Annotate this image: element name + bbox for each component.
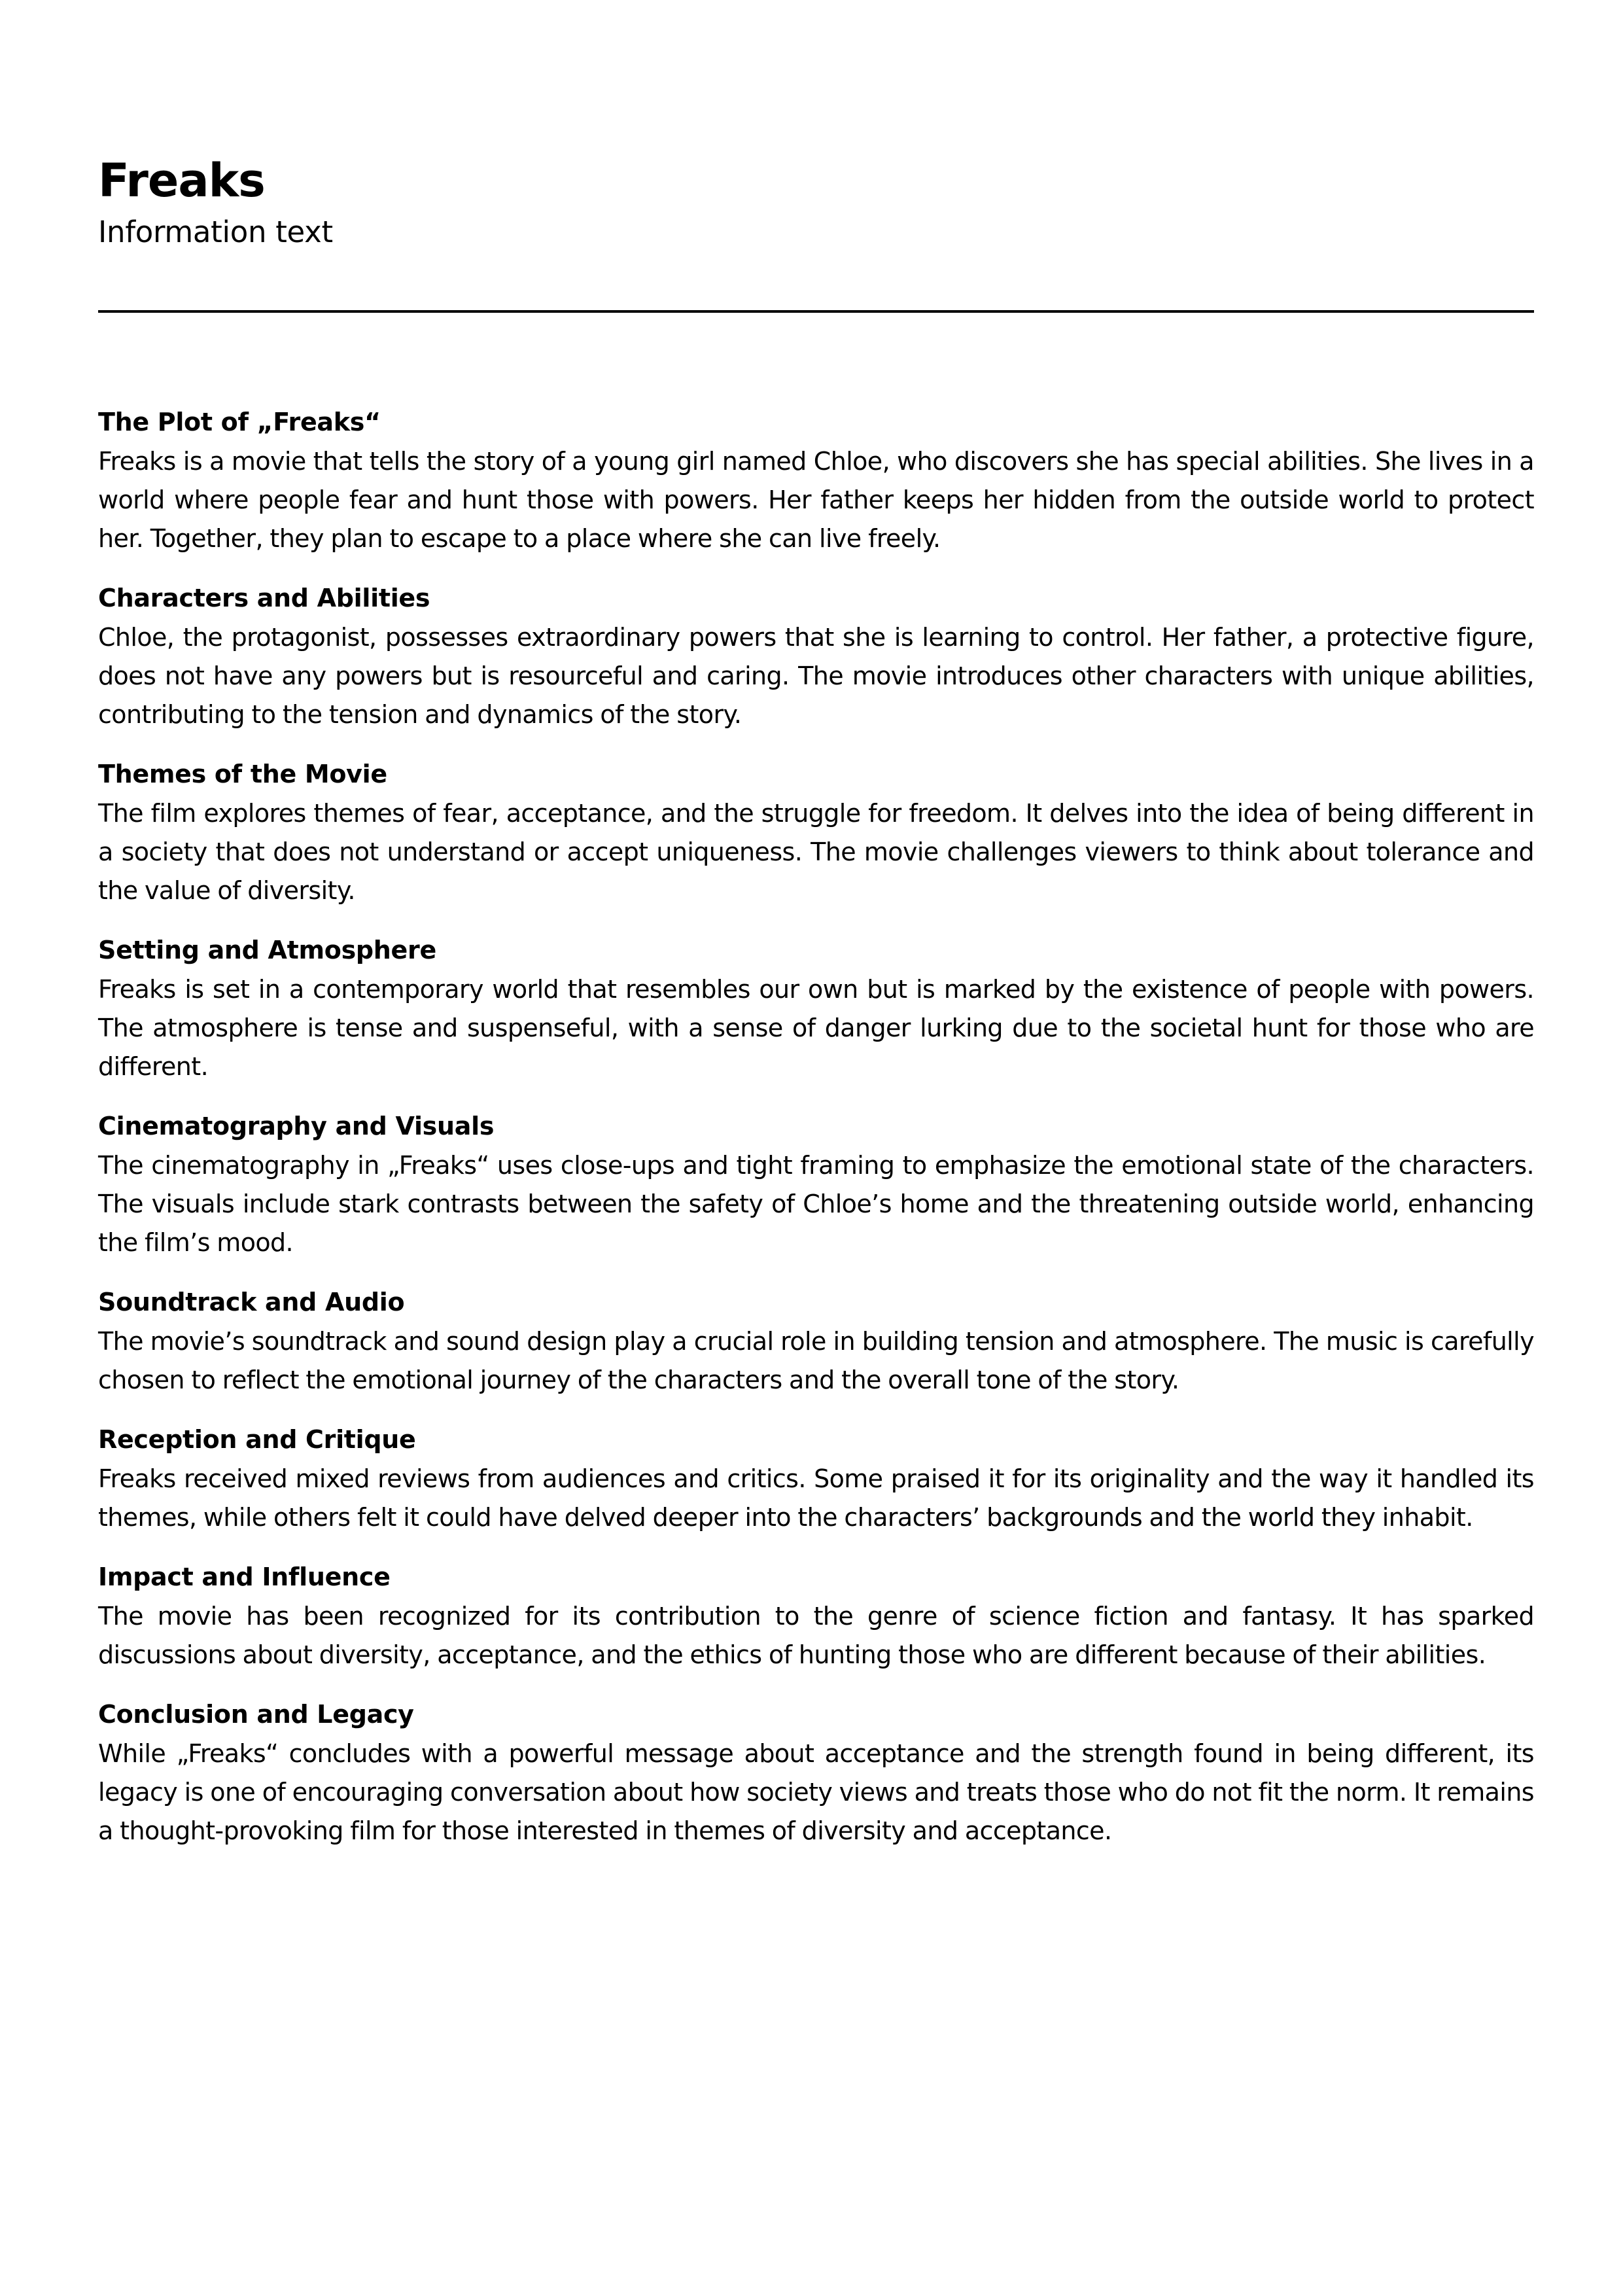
section-body: The cinematography in „Freaks“ uses close-ups and tight framing to emphasize the emotional state of the characters. The visuals include stark contrasts between the safety of Chloe’s home and the threatening outside world, enhancing the film’s mood.: [98, 1151, 1534, 1257]
section-plot: [98, 402, 1534, 558]
section-body: While „Freaks“ concludes with a powerful message about acceptance and the strength found in being different, its legacy is one of encouraging conversation about how society views and treats those who do not fit the norm. It remains a thought-provoking film for those interested in themes of diversity and acceptance.: [98, 1739, 1534, 1845]
section-body: Freaks is a movie that tells the story of a young girl named Chloe, who discovers she has special abilities. She lives in a world where people fear and hunt those with powers. Her father keeps her hidden from the outside world to protect her. Together, they plan to escape to a place where she can live freely.: [98, 447, 1534, 553]
section-heading: Impact and Influence: [98, 1563, 391, 1591]
header-divider: [98, 310, 1534, 313]
section-themes: [98, 754, 1534, 910]
section-heading: Characters and Abilities: [98, 584, 430, 612]
section-cinematography: [98, 1106, 1534, 1262]
section-body: The movie’s soundtrack and sound design play a crucial role in building tension and atmosphere. The music is carefully chosen to reflect the emotional journey of the characters and the overall tone of the story.: [98, 1327, 1534, 1394]
section-soundtrack: [98, 1282, 1534, 1400]
document-page: [98, 0, 1534, 2296]
document-title: Freaks: [98, 154, 265, 207]
section-heading: Soundtrack and Audio: [98, 1288, 405, 1316]
section-setting: [98, 930, 1534, 1086]
section-body: Chloe, the protagonist, possesses extraordinary powers that she is learning to control. Her father, a protective figure, does not have any powers but is resourceful and caring. The movie introduces other characters with unique abilities, contributing to the tension and dynamics of the story.: [98, 623, 1534, 729]
section-heading: Themes of the Movie: [98, 760, 387, 788]
section-impact: [98, 1557, 1534, 1674]
section-conclusion: [98, 1694, 1534, 1850]
section-body: The movie has been recognized for its contribution to the genre of science fiction and fantasy. It has sparked discussions about diversity, acceptance, and the ethics of hunting those who are different because of their abilities.: [98, 1602, 1534, 1669]
section-heading: Setting and Atmosphere: [98, 936, 436, 964]
section-body: Freaks is set in a contemporary world that resembles our own but is marked by the existence of people with powers. The atmosphere is tense and suspenseful, with a sense of danger lurking due to the societal hunt for those who are different.: [98, 975, 1534, 1081]
section-characters: [98, 578, 1534, 734]
section-heading: The Plot of „Freaks“: [98, 408, 381, 436]
document-subtitle: Information text: [98, 215, 333, 249]
sections-list: [98, 402, 1534, 1870]
section-heading: Reception and Critique: [98, 1425, 416, 1454]
section-body: Freaks received mixed reviews from audiences and critics. Some praised it for its originality and the way it handled its themes, while others felt it could have delved deeper into the characters’ backgrounds and the world they inhabit.: [98, 1464, 1534, 1532]
section-body: The film explores themes of fear, acceptance, and the struggle for freedom. It delves into the idea of being different in a society that does not understand or accept uniqueness. The movie challenges viewers to think about tolerance and the value of diversity.: [98, 799, 1534, 905]
section-heading: Cinematography and Visuals: [98, 1112, 495, 1140]
section-heading: Conclusion and Legacy: [98, 1700, 414, 1729]
section-reception: [98, 1419, 1534, 1537]
